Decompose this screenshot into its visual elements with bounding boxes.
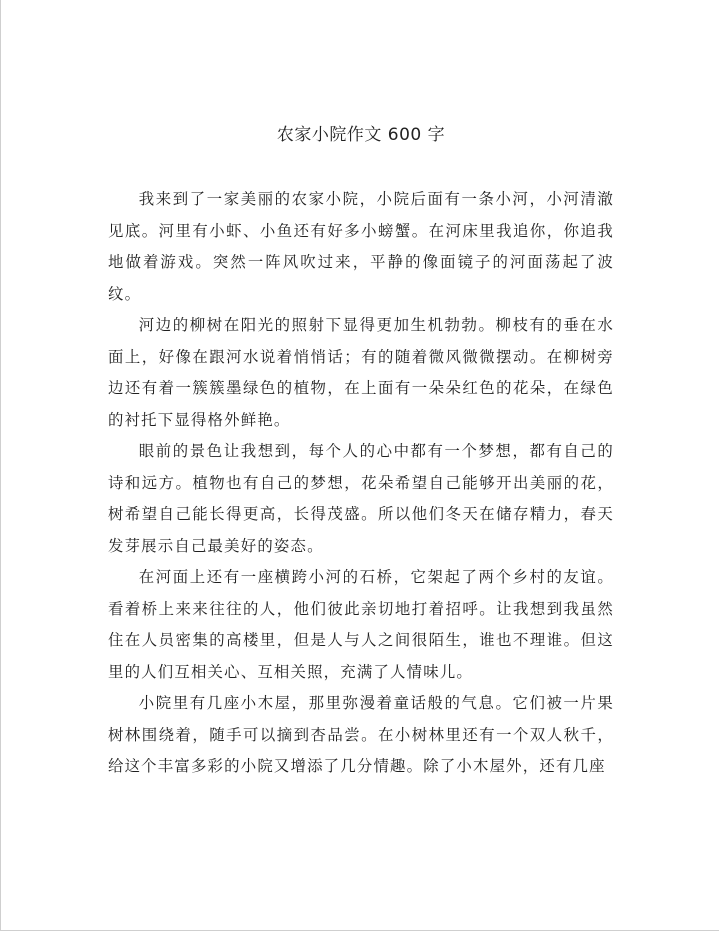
paragraph: 小院里有几座小木屋，那里弥漫着童话般的气息。它们被一片果树林围绕着，随手可以摘到杏品尝。在小树林里还有一个双人秋千，给这个丰富多彩的小院又增添了几分情趣。除了小木屋外，还有几座 (108, 694, 614, 775)
paragraph: 眼前的景色让我想到，每个人的心中都有一个梦想，都有自己的诗和远方。植物也有自己的梦想，花朵希望自己能够开出美丽的花，树希望自己能长得更高，长得茂盛。所以他们冬天在储存精力，春天发芽展示自己最美好的姿态。 (108, 442, 614, 555)
paragraph: 在河面上还有一座横跨小河的石桥，它架起了两个乡村的友谊。看着桥上来来往往的人，他们彼此亲切地打着招呼。让我想到我虽然住在人员密集的高楼里，但是人与人之间很陌生，谁也不理谁。但这里的人们互相关心、互相关照，充满了人情味儿。 (108, 568, 614, 681)
document-body (108, 184, 614, 783)
paragraph: 我来到了一家美丽的农家小院，小院后面有一条小河，小河清澈见底。河里有小虾、小鱼还有好多小螃蟹。在河床里我追你，你追我地做着游戏。突然一阵风吹过来，平静的像面镜子的河面荡起了波纹。 (108, 190, 614, 303)
paragraph: 河边的柳树在阳光的照射下显得更加生机勃勃。柳枝有的垂在水面上，好像在跟河水说着悄悄话；有的随着微风微微摆动。在柳树旁边还有着一簇簇墨绿色的植物，在上面有一朵朵红色的花朵，在绿色的衬托下显得格外鲜艳。 (108, 316, 614, 429)
document-title: 农家小院作文 600 字 (276, 125, 446, 145)
